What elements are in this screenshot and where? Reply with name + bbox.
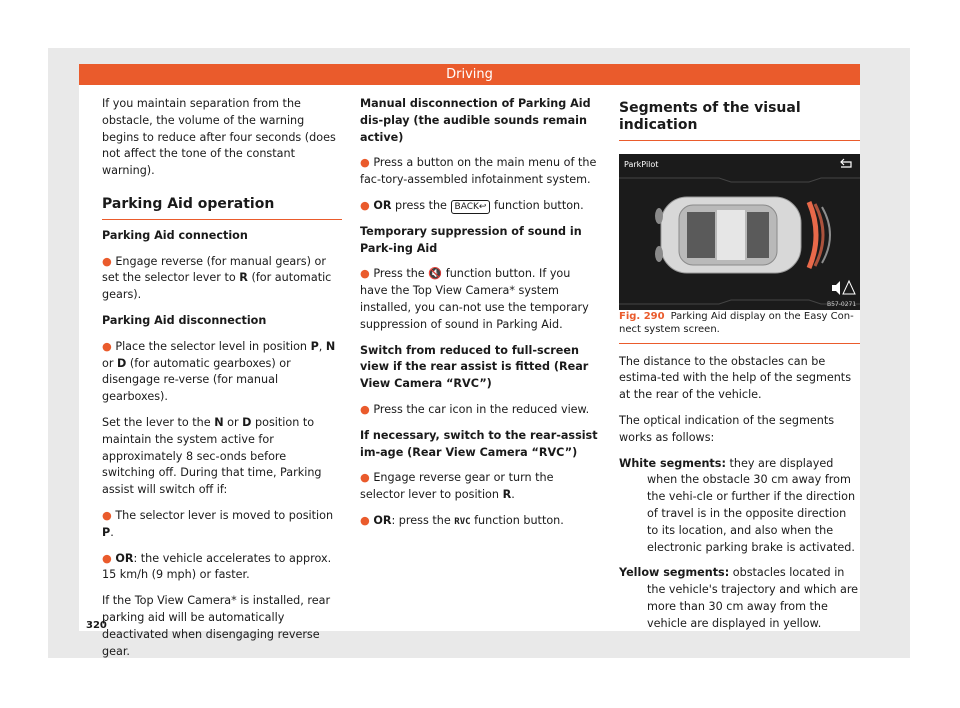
moved-item: ● The selector lever is moved to position P. bbox=[102, 508, 334, 539]
parking-aid-operation-heading: Parking Aid operation bbox=[102, 196, 342, 220]
bullet-icon: ● bbox=[102, 339, 112, 353]
set-lever-text: Set the lever to the N or D position to maintain the system active for approximately 8 sec-onds before switching off. During that time, Parking assist will switch off if: bbox=[102, 415, 322, 497]
figure-code: B57-0271 bbox=[827, 300, 857, 308]
topview-text: If the Top View Camera* is installed, rear parking aid will be automatically deactivated when disengaging reverse gear. bbox=[102, 594, 331, 658]
parkpilot-screen-figure bbox=[619, 154, 860, 310]
temporary-suppression-title: Temporary suppression of sound in Park-ing Aid bbox=[360, 224, 582, 255]
disconnection-title: Parking Aid disconnection bbox=[102, 313, 267, 327]
temporary-item: ● Press the 🔇 function button. If you have the Top View Camera* system installed, you can-not use the temporary suppression of sound in Parking Aid. bbox=[360, 267, 589, 331]
column-1 bbox=[102, 96, 342, 669]
disconnection-item: ● Place the selector level in position P, N or D (for automatic gearboxes) or disengage re-verse (for manual gearboxes). bbox=[102, 339, 336, 404]
connection-item: ● Engage reverse (for manual gears) or set the selector lever to R (for automatic gears). bbox=[102, 254, 332, 302]
figure-caption: Fig. 290 Parking Aid display on the Easy Con-nect system screen. bbox=[619, 310, 860, 344]
engage-reverse-item: ● Engage reverse gear or turn the selector lever to position R. bbox=[360, 471, 554, 502]
mute-speaker-icon: 🔇 bbox=[428, 267, 443, 281]
bullet-icon: ● bbox=[102, 508, 112, 522]
bullet-icon: ● bbox=[360, 471, 370, 485]
connection-title: Parking Aid connection bbox=[102, 228, 248, 242]
rear-assist-title: If necessary, switch to the rear-assist im-age (Rear View Camera “RVC”) bbox=[360, 428, 598, 459]
screen-title: ParkPilot bbox=[624, 159, 659, 169]
white-segments-item: White segments: they are displayed when the obstacle 30 cm away from the vehi-cle or further if the direction of travel is in the opposite direction to its location, and also when the electronic parking brake is activated. bbox=[619, 456, 856, 554]
column-3 bbox=[619, 96, 860, 642]
back-button-symbol: BACK↩ bbox=[451, 200, 491, 214]
bullet-icon: ● bbox=[102, 254, 112, 268]
back-item: ● OR press the BACK↩ function button. bbox=[360, 198, 584, 212]
bullet-icon: ● bbox=[360, 156, 370, 170]
distance-text: The distance to the obstacles can be estima-ted with the help of the segments at the rear of the vehicle. bbox=[619, 354, 852, 402]
page-number: 320 bbox=[86, 620, 107, 631]
accelerates-item: ● OR: the vehicle accelerates to approx. 15 km/h (9 mph) or faster. bbox=[102, 551, 332, 582]
return-arrow-icon: ↩ bbox=[478, 201, 487, 212]
car-icon-item: ● Press the car icon in the reduced view. bbox=[360, 402, 590, 416]
optical-text: The optical indication of the segments works as follows: bbox=[619, 413, 835, 444]
intro-text: If you maintain separation from the obstacle, the volume of the warning begins to reduce after four seconds (does not affect the tone of the constant warning). bbox=[102, 97, 336, 178]
manual-disconnection-title: Manual disconnection of Parking Aid dis-play (the audible sounds remain active) bbox=[360, 97, 591, 144]
section-header: Driving bbox=[79, 64, 860, 85]
column-2 bbox=[360, 96, 600, 540]
bullet-icon: ● bbox=[360, 513, 370, 527]
bullet-icon: ● bbox=[360, 402, 370, 416]
bullet-icon: ● bbox=[102, 551, 112, 565]
bullet-icon: ● bbox=[360, 267, 370, 281]
rvc-item: ● OR: press the RVC function button. bbox=[360, 513, 564, 527]
parking-aid-display-illustration bbox=[619, 154, 860, 310]
car-top-view bbox=[655, 197, 801, 273]
segments-heading: Segments of the visual indication bbox=[619, 100, 860, 141]
press-button-item: ● Press a button on the main menu of the fac-tory-assembled infotainment system. bbox=[360, 156, 597, 187]
yellow-segments-item: Yellow segments: obstacles located in the vehicle's trajectory and which are more than 30 cm away from the vehicle are displayed in yellow. bbox=[619, 566, 859, 630]
switch-view-title: Switch from reduced to full-screen view if the rear assist is fitted (Rear View Camera “RVC”) bbox=[360, 343, 589, 391]
bullet-icon: ● bbox=[360, 198, 370, 212]
